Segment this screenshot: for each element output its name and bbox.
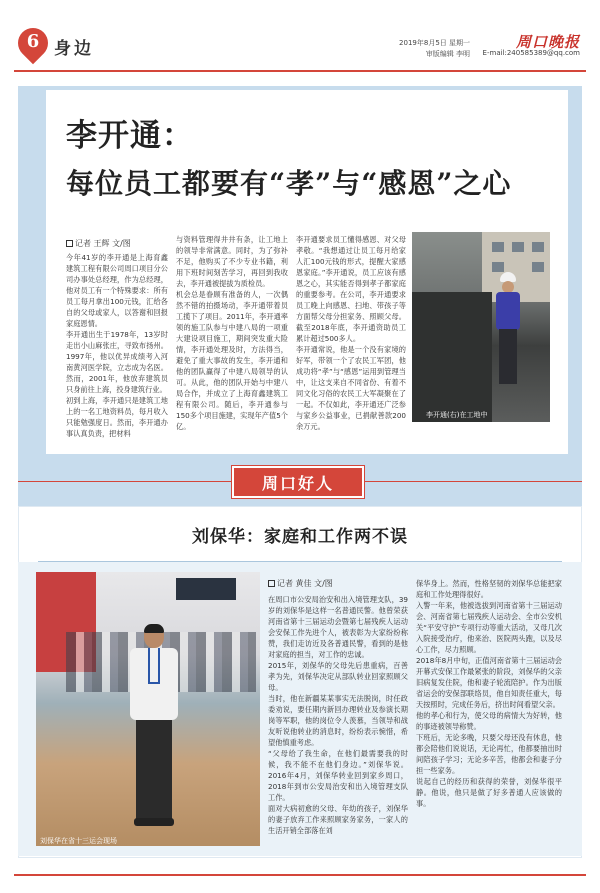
article1-byline-text: 记者 王辉 文/图 [75,239,131,248]
pants-shape [136,720,172,820]
window-shape [532,242,544,252]
article1-headline-line1: 李开通： [66,118,194,154]
issue-date: 2019年8月5日 星期一 [399,39,470,47]
article2-column-1: 在周口市公安局治安和出入境管理支队，39岁的刘保华是这样一名普通民警。他曾荣获河南省第十三届运动会暨第七届残疾人运动会安保工作先进个人，被表彰为大家纷纷称赞，我们走访近及各普通民警，看到的是他对家庭的担当，对工作的忠诚。 2015年，刘保华的父母先后患重病，百善孝为先，刘保华决定从部队转业回家照顾父母。 当时，他在新疆某某事实无法脱岗，时任政委劝说，要任期内新回办理转业及参演长期岗等军职，他的岗位令人羡慕，当领导和战友听说他转业的消息时，纷纷表示惋惜，希望他慎重考虑。 “父母给了我生命，在他们最需要我的时候，我不能不在他们身边。”刘保华说。2016年4月，刘保华转业回到家乡周口，2018年到市公安局治安和出入境管理支队工作。 面对大病初愈的父母、年幼的孩子，刘保华的妻子放弃工作来照顾家务家务，一家人的生活开销全部落在刘 [268,595,408,835]
shoes-shape [134,818,174,826]
article2-photo-caption: 刘保华在省十三运会现场 [40,837,117,845]
footer-divider [14,874,586,876]
hair-shape [144,624,164,633]
editor-credit: 审版编辑 李明 [425,50,470,58]
contact-email: E-mail:240585389@qq.com [482,49,580,57]
worker-figure [494,272,520,384]
torso-shape [496,292,520,330]
paper-logo: 周口晚报 [515,33,580,51]
article2-headline: 刘保华：家庭和工作两不误 [192,527,408,547]
article1-photo-caption: 李开通(右)在工地中 [426,411,488,419]
article1-byline [66,238,131,249]
byline-marker-icon [268,580,275,587]
article1-headline-line2: 每位员工都要有“孝”与“感恩”之心 [66,167,512,200]
article2-byline [268,578,333,589]
legs-shape [499,329,517,384]
article1-photo [412,232,550,422]
page-header [0,0,600,80]
window-shape [532,262,544,272]
window-shape [492,262,504,272]
header-divider [14,70,586,72]
article2-photo [36,572,260,846]
article1-column-3: 李开通要求员工懂得感恩、对父母孝敬。“我想通过让员工每月给家人汇100元钱的形式，提醒大家感恩家庭。”李开通说，员工应该有感恩之心，其实能否得到孝子都家庭的重要参考。在公司，李开通要求员工晚上向感恩、扫地、带孩子等方面帮父母分担家务、照顾父母。截至2018年底，李开通资助员工累计超过500多人。 李开通常说，他是一个没有家境的好军，带领一个了农民工军团，他成功将“孝”与“感恩”运用到管理当中，让这支来自不同省份、有着不同文化习俗的农民工大军凝聚在了一起。不仅如此，李开通还广泛参与家乡公益事业，已捐献善款200余万元。 [296,235,406,431]
window-shape [492,242,504,252]
window-shape [512,242,524,252]
officer-figure [124,624,184,842]
article2-column-2: 保华身上。然而，性格坚韧的刘保华总能把家庭和工作处理得很好。 入警一年来，他被选拔到河南省第十三届运动会、河南省第七届残疾人运动会、全市公安机关“平安守护”专项行动等重大活动，又母几次入院接受治疗，他来治、医院两头跑，以及尽心工作，尽力照顾。 2018年8月中旬，正值河南省第十三届运动会开幕式安保工作最紧张的阶段，刘保华的父亲旧病复发住院，他和妻子轮流陪护。作为出版省运会的安保部联络员，他自知责任重大，每天按照时，完成任务后，挤出时间看望父亲。 他的孝心和行为，使父母的病情大为好转，他的事迹被领导称赞。 下班后，无论多晚，只要父母还没有休息，他都会陪他们说说话，无论再忙，他都要抽出时间陪孩子学习；无论多辛苦，他都会和妻子分担一些家务。 说起自己的经历和获得的荣誉，刘保华很平静。他说，他只是做了好多普通人应该做的事。 [416,579,562,808]
article1-column-2: 与资料管理得井井有条，让工地上的领导非常满意。同时，为了弥补不足，他购买了不少专业书籍，利用下班时间刻苦学习，再回到我收去，李开通被提拔为质检员。 机会总是眷顾有准备的人，一次偶然不错的拍摄场动，李开通带着员工揽下了项目。2011年，李开通率领的施工队参与中建八局的一项重大建设项目施工，期间突发重大险情，李开通处理及时，方法得当，避免了重大事故的发生，李开通和他的团队赢得了中建八局领导的认可。从此，他的团队开始与中建八局合作，并成立了上海育鑫建筑工程有限公司。随后，李开通参与150多个项目施建，实现年产值5个亿。 [176,235,288,431]
byline-marker-icon [66,240,73,247]
page-number: 6 [26,31,40,52]
lanyard-shape [148,648,160,684]
screen-shape [176,578,236,600]
section-tag: 周口好人 [232,466,364,498]
article1-column-1: 今年41岁的李开通是上海育鑫建筑工程有限公司周口项目分公司办事处总经理，作为总经理，他对员工有一个特殊要求：所有员工每月拿出100元钱，汇给各自的父母或家人，以答谢和回报家庭恩情。 李开通出生于1978年，13岁时走出小山麻张庄，寻致布扬州。1997年，他以优异成绩考入河南黄河医学院，立志成为名医。然而，2001年，他放弃建筑员只身前往上海，投身建筑行业。 初到上海，李开通只是建筑工地上的一名工地资料员，每月收入只能勉强度日。然而，李开通办事认真负责，把材料 [66,253,168,438]
wall-shape [412,292,492,422]
article1-headline [66,112,566,208]
article2-byline-text: 记者 黄佳 文/图 [277,579,333,588]
section-name: 身边 [54,39,94,59]
